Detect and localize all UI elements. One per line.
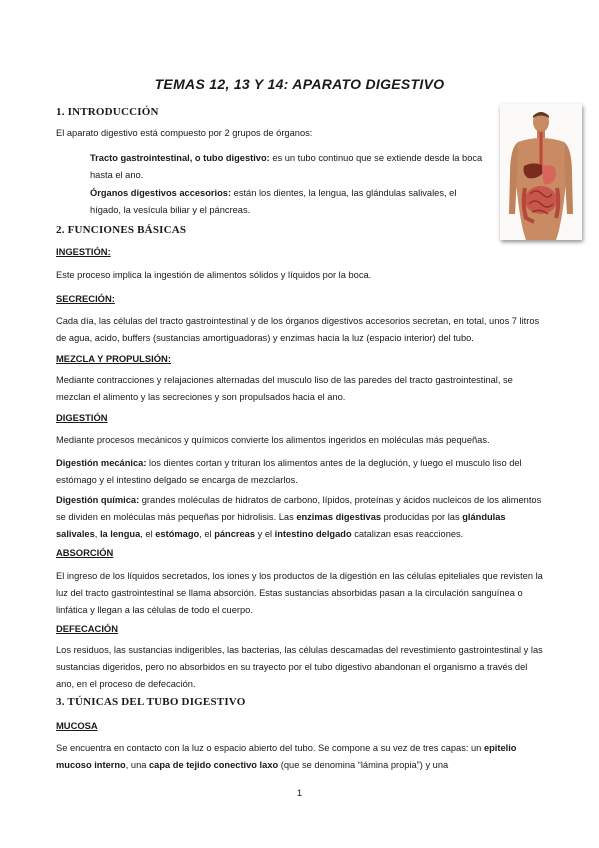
term-digestion-mecanica-desc: los dientes cortan y trituran los alimentos antes de la deglución, y luego el musculo liso del estómago y el intestino delgado se encarga de mezclarlos. [56, 458, 522, 485]
subheading-digestion: DIGESTIÓN [56, 412, 108, 423]
dq-text-1: grandes moléculas de hidratos de carbono, lípidos, proteínas y ácidos nucleicos de los alimentos se dividen en moléculas más pequeñas por hidrolisis. Las [56, 495, 542, 522]
term-tejido-conectivo: capa de tejido conectivo laxo [149, 760, 279, 770]
paragraph-organos-accesorios [90, 185, 485, 219]
term-glandulas: glándulas salivales [56, 512, 506, 539]
paragraph-secrecion: Cada día, las células del tracto gastrointestinal y de los órganos digestivos accesorios secretan, en total, unos 7 litros de agua, acido, buffers (sustancias amortiguadoras) y enzimas hacia la luz (espacio interior) del tubo. [56, 316, 540, 343]
subheading-defecacion: DEFECACIÓN [56, 623, 118, 634]
term-digestion-quimica: Digestión química: [56, 495, 140, 505]
term-tracto-desc: es un tubo continuo que se extiende desde la boca hasta el ano. [90, 153, 483, 180]
term-intestino: intestino delgado [274, 529, 352, 539]
document-title: TEMAS 12, 13 Y 14: APARATO DIGESTIVO [154, 76, 445, 92]
term-epitelio: epitelio mucoso interno [56, 743, 517, 770]
dq-text-5: , el [199, 529, 215, 539]
term-organos-desc: están los dientes, la lengua, las glándulas salivales, el hígado, la vesícula biliar y el páncreas. [90, 188, 457, 215]
term-enzimas: enzimas digestivas [296, 512, 382, 522]
paragraph-digestion: Mediante procesos mecánicos y químicos convierte los alimentos ingeridos en moléculas más pequeñas. [56, 435, 490, 445]
subheading-mucosa: MUCOSA [56, 720, 98, 731]
subheading-absorcion: ABSORCIÓN [56, 547, 114, 558]
dq-text-2: producidas por las [381, 512, 463, 522]
section-heading-funciones: 2. FUNCIONES BÁSICAS [56, 224, 187, 236]
dq-text-6: y el [255, 529, 275, 539]
paragraph-mucosa [56, 740, 546, 774]
subheading-mezcla: MEZCLA Y PROPULSIÓN: [56, 353, 171, 364]
term-digestion-mecanica: Digestión mecánica: [56, 458, 147, 468]
dq-text-4: , el [140, 529, 156, 539]
term-tracto: Tracto gastrointestinal, o tubo digestivo: [90, 153, 270, 163]
section-heading-tunicas: 3. TÚNICAS DEL TUBO DIGESTIVO [56, 696, 246, 708]
term-estomago: estómago [155, 529, 200, 539]
paragraph-digestion-mecanica [56, 455, 546, 489]
mucosa-text-1: Se encuentra en contacto con la luz o espacio abierto del tubo. Se compone a su vez de tres capas: un [56, 743, 484, 753]
paragraph-defecacion: Los residuos, las sustancias indigeribles, las bacterias, las células descamadas del revestimiento gastrointestinal y las sustancias digeridos, pero no absorbidos en su trayecto por el tubo digestivo abandonan el organismo a través del ano, en el proceso de defecación. [56, 645, 543, 689]
paragraph-mezcla: Mediante contracciones y relajaciones alternadas del musculo liso de las paredes del tracto gastrointestinal, se mezclan el alimento y las secreciones y son propulsados hacia el ano. [56, 375, 513, 402]
page-number: 1 [296, 788, 303, 799]
paragraph-tracto-gastrointestinal [90, 150, 485, 184]
subheading-ingestion: INGESTIÓN: [56, 246, 111, 257]
subheading-secrecion: SECRECIÓN: [56, 293, 115, 304]
paragraph-digestion-quimica [56, 492, 546, 543]
paragraph-intro: El aparato digestivo está compuesto por 2 grupos de órganos: [56, 128, 313, 138]
paragraph-ingestion: Este proceso implica la ingestión de alimentos sólidos y líquidos por la boca. [56, 270, 372, 280]
human-torso-digestive-image [500, 104, 582, 240]
term-pancreas: páncreas [214, 529, 256, 539]
digestive-system-illustration [500, 104, 582, 240]
mucosa-text-2: , una [125, 760, 149, 770]
dq-text-7: catalizan esas reacciones. [351, 529, 464, 539]
dq-text-3: , [94, 529, 100, 539]
mucosa-text-3: (que se denomina “lámina propia”) y una [278, 760, 449, 770]
section-heading-introduccion: 1. INTRODUCCIÓN [56, 106, 159, 118]
paragraph-absorcion: El ingreso de los líquidos secretados, los iones y los productos de la digestión en las células epiteliales que revisten la luz del tracto gastrointestinal se llama absorción. Estas sustancias absorbidas pasan a la circulación sanguínea o linfática y llegan a las células de todo el cuerpo. [56, 571, 543, 615]
term-lengua: la lengua [99, 529, 141, 539]
term-organos-accesorios: Órganos digestivos accesorios: [90, 188, 232, 198]
